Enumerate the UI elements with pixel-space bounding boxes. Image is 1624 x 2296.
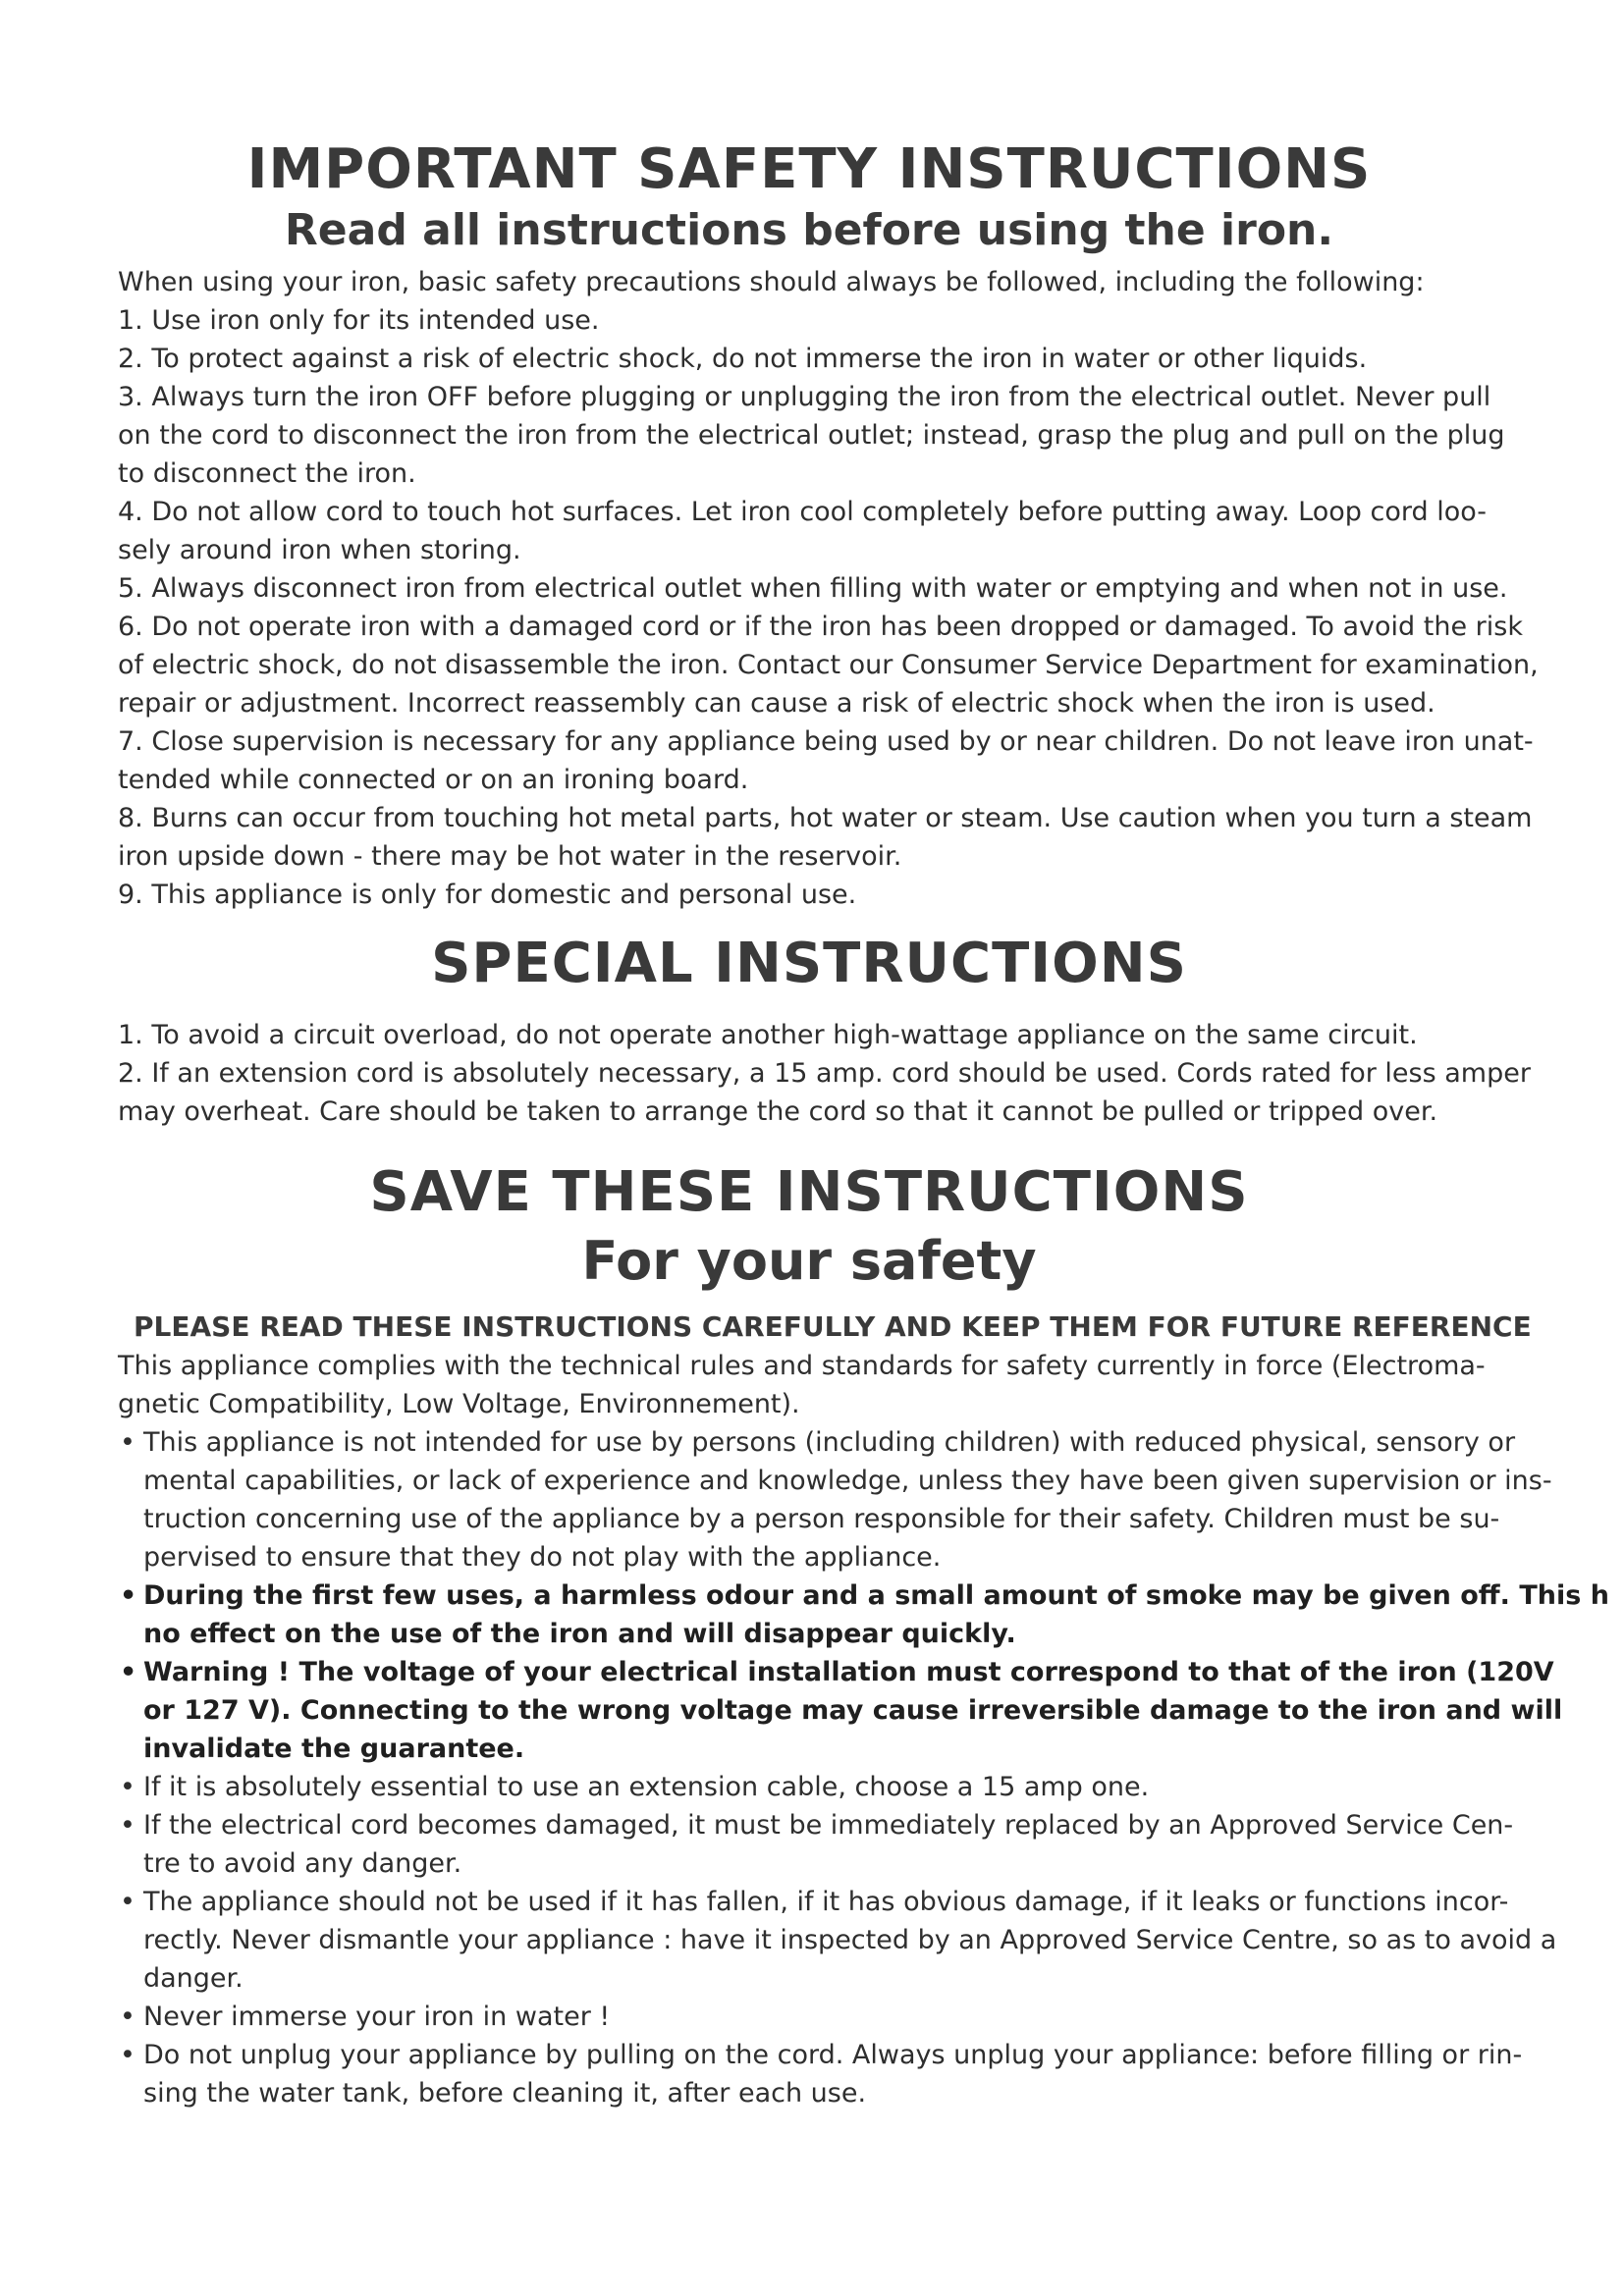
- bullet-dot-icon: •: [120, 1810, 135, 1841]
- main-title: IMPORTANT SAFETY INSTRUCTIONS: [246, 137, 1372, 201]
- safety-item: [118, 722, 1591, 799]
- safety-item-line: sely around iron when storing.: [118, 535, 521, 565]
- safety-item: [118, 301, 1591, 340]
- compliance-line: This appliance complies with the technical rules and standards for safety currently in force (Electroma-: [118, 1351, 1486, 1381]
- safety-item: [118, 608, 1591, 722]
- bullet-dot-icon: •: [120, 1887, 135, 1917]
- bullet-line: The appliance should not be used if it has fallen, if it has obvious damage, if it leaks or functions incor-: [143, 1887, 1509, 1917]
- bullet-item: [118, 1883, 1591, 1998]
- bullet-line: mental capabilities, or lack of experience and knowledge, unless they have been given supervision or ins-: [143, 1466, 1552, 1496]
- bullet-item: [118, 1653, 1591, 1768]
- bullet-item: [118, 1806, 1591, 1883]
- safety-instructions-list: [118, 301, 1591, 914]
- safety-bullet-list: [118, 1423, 1609, 2112]
- bullet-item: [118, 1768, 1591, 1806]
- bullet-item: [118, 1998, 1591, 2036]
- safety-item-line: 4. Do not allow cord to touch hot surfaces. Let iron cool completely before putting away. Loop cord loo-: [118, 497, 1487, 527]
- bullet-dot-icon: •: [120, 1657, 137, 1687]
- safety-item-line: 7. Close supervision is necessary for any appliance being used by or near children. Do not leave iron unat-: [118, 726, 1534, 757]
- bullet-line: or 127 V). Connecting to the wrong voltage may cause irreversible damage to the iron and will: [143, 1695, 1563, 1726]
- safety-item-line: 3. Always turn the iron OFF before plugging or unplugging the iron from the electrical outlet. Never pull: [118, 382, 1491, 412]
- compliance-paragraph: [118, 1347, 1591, 1423]
- safety-item-line: repair or adjustment. Incorrect reassembly can cause a risk of electric shock when the iron is used.: [118, 688, 1435, 719]
- bullet-line: rectly. Never dismantle your appliance : have it inspected by an Approved Service Centre, so as to avoid a: [143, 1925, 1557, 1955]
- special-instructions-list: [118, 1016, 1591, 1131]
- main-subtitle: Read all instructions before using the iron.: [284, 205, 1334, 255]
- save-instructions-subtitle: For your safety: [581, 1230, 1037, 1292]
- compliance-line: gnetic Compatibility, Low Voltage, Environnement).: [118, 1389, 800, 1419]
- safety-item: [118, 569, 1591, 608]
- special-instructions-title: SPECIAL INSTRUCTIONS: [431, 932, 1187, 995]
- bullet-dot-icon: •: [120, 1580, 137, 1611]
- safety-item-line: 8. Burns can occur from touching hot metal parts, hot water or steam. Use caution when you turn a steam: [118, 803, 1533, 833]
- bullet-line: This appliance is not intended for use by persons (including children) with reduced physical, sensory or: [143, 1427, 1516, 1458]
- safety-item-line: iron upside down - there may be hot water in the reservoir.: [118, 841, 902, 872]
- safety-item-line: tended while connected or on an ironing board.: [118, 765, 749, 795]
- bullet-line: danger.: [143, 1963, 244, 1994]
- safety-item-line: on the cord to disconnect the iron from the electrical outlet; instead, grasp the plug and pull on the plug: [118, 420, 1505, 451]
- safety-item: [118, 799, 1591, 876]
- bullet-dot-icon: •: [120, 2040, 135, 2070]
- bullet-item: [118, 2036, 1591, 2112]
- safety-item-line: 9. This appliance is only for domestic and personal use.: [118, 880, 857, 910]
- bullet-dot-icon: •: [120, 1772, 135, 1802]
- bullet-item: [118, 1576, 1609, 1653]
- bullet-line: sing the water tank, before cleaning it, after each use.: [143, 2078, 867, 2109]
- bullet-dot-icon: •: [120, 2002, 135, 2032]
- bullet-line: Warning ! The voltage of your electrical installation must correspond to that of the iron (120V: [143, 1657, 1554, 1687]
- bullet-line: If it is absolutely essential to use an extension cable, choose a 15 amp one.: [143, 1772, 1150, 1802]
- intro-text: When using your iron, basic safety precautions should always be followed, including the following:: [118, 267, 1425, 297]
- safety-item-line: 1. Use iron only for its intended use.: [118, 305, 600, 336]
- safety-item: [118, 493, 1591, 569]
- special-item-line: may overheat. Care should be taken to arrange the cord so that it cannot be pulled or tripped over.: [118, 1096, 1438, 1127]
- save-instructions-title: SAVE THESE INSTRUCTIONS: [369, 1160, 1249, 1224]
- document-content: [118, 137, 1609, 2112]
- safety-item: [118, 876, 1591, 914]
- bullet-item: [118, 1423, 1591, 1576]
- special-item: [118, 1016, 1591, 1054]
- bullet-line: truction concerning use of the appliance by a person responsible for their safety. Children must be su-: [143, 1504, 1500, 1534]
- bullet-line: invalidate the guarantee.: [143, 1734, 525, 1764]
- safety-item: [118, 340, 1591, 378]
- bullet-dot-icon: •: [120, 1427, 135, 1458]
- bullet-line: no effect on the use of the iron and will disappear quickly.: [143, 1619, 1016, 1649]
- bullet-line: During the first few uses, a harmless odour and a small amount of smoke may be given off. This h: [143, 1580, 1609, 1611]
- bullet-line: Do not unplug your appliance by pulling on the cord. Always unplug your appliance: before filling or rin-: [143, 2040, 1523, 2070]
- safety-item: [118, 378, 1591, 493]
- safety-item-line: to disconnect the iron.: [118, 458, 416, 489]
- special-item-line: 1. To avoid a circuit overload, do not operate another high-wattage appliance on the same circuit.: [118, 1020, 1418, 1050]
- safety-item-line: 6. Do not operate iron with a damaged cord or if the iron has been dropped or damaged. To avoid the risk: [118, 612, 1523, 642]
- bullet-line: tre to avoid any danger.: [143, 1848, 462, 1879]
- safety-item-line: 5. Always disconnect iron from electrical outlet when filling with water or emptying and when not in use.: [118, 573, 1508, 604]
- bullet-line: If the electrical cord becomes damaged, it must be immediately replaced by an Approved Service Cen-: [143, 1810, 1514, 1841]
- special-item: [118, 1054, 1591, 1131]
- safety-item-line: 2. To protect against a risk of electric shock, do not immerse the iron in water or other liquids.: [118, 344, 1368, 374]
- bullet-line: Never immerse your iron in water !: [143, 2002, 611, 2032]
- bullet-line: pervised to ensure that they do not play with the appliance.: [143, 1542, 942, 1573]
- caps-notice: PLEASE READ THESE INSTRUCTIONS CAREFULLY AND KEEP THEM FOR FUTURE REFERENCE: [134, 1310, 1532, 1343]
- safety-item-line: of electric shock, do not disassemble the iron. Contact our Consumer Service Department for examination,: [118, 650, 1539, 680]
- special-item-line: 2. If an extension cord is absolutely necessary, a 15 amp. cord should be used. Cords rated for less amper: [118, 1058, 1531, 1089]
